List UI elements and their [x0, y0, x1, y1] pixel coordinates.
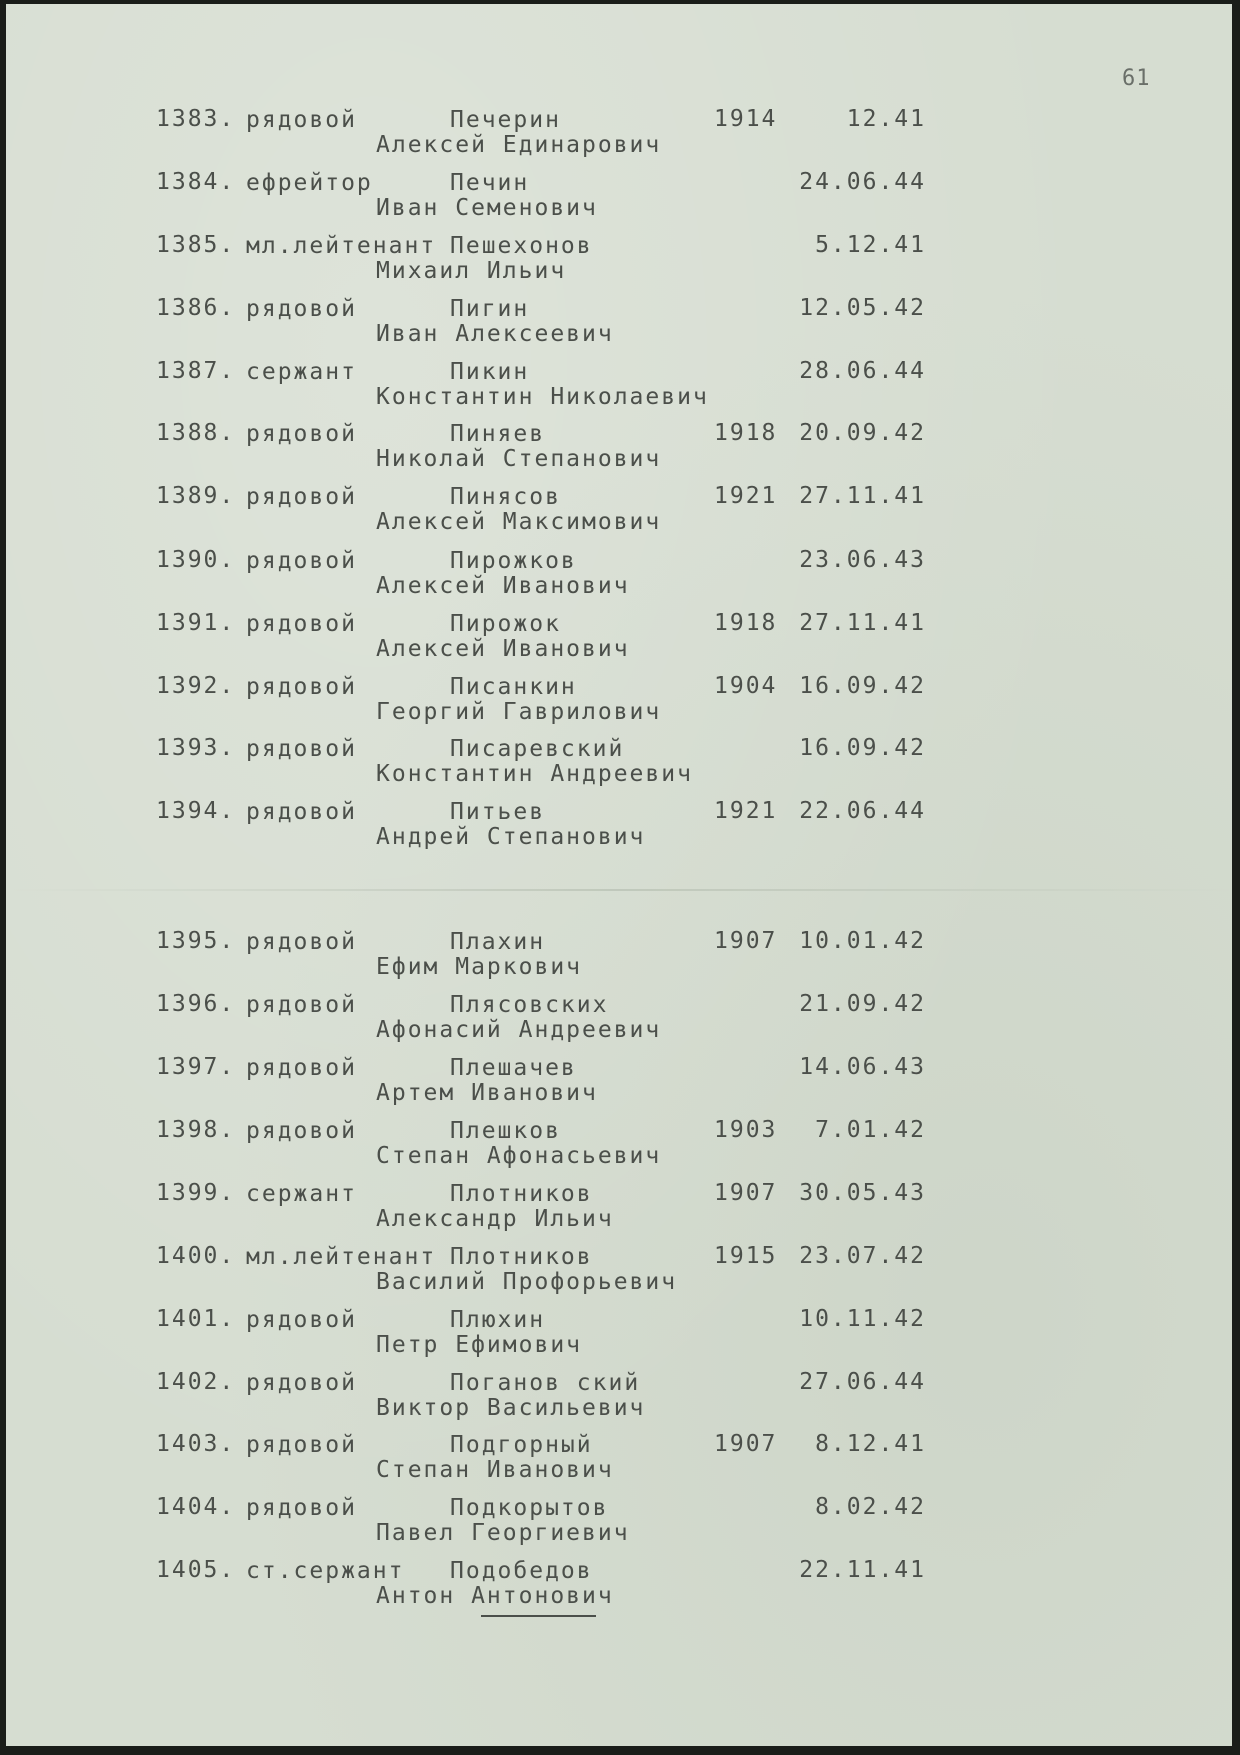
entry-surname: Подобедов	[450, 1558, 593, 1584]
entry-number: 1396.	[156, 991, 236, 1017]
entry-number: 1397.	[156, 1054, 236, 1080]
entry-given-names: Константин Николаевич	[376, 384, 709, 410]
entry-birth-year: 1904	[714, 673, 778, 699]
entry-surname: Пиняев	[450, 421, 546, 447]
entry-number: 1395.	[156, 928, 236, 954]
entry-rank: рядовой	[246, 1370, 357, 1396]
entry-surname: Плотников	[450, 1244, 593, 1270]
entry-date: 28.06.44	[799, 358, 926, 384]
entry-birth-year: 1903	[714, 1117, 778, 1143]
entry-given-names: Виктор Васильевич	[376, 1395, 646, 1421]
entry-given-names: Николай Степанович	[376, 446, 662, 472]
entry-row	[6, 1306, 1232, 1366]
entry-given-names: Алексей Единарович	[376, 132, 662, 158]
entry-number: 1390.	[156, 547, 236, 573]
entry-surname: Писаревский	[450, 736, 625, 762]
entry-number: 1394.	[156, 798, 236, 824]
entry-date: 23.07.42	[799, 1243, 926, 1269]
entry-rank: рядовой	[246, 1055, 357, 1081]
entry-given-names: Андрей Степанович	[376, 824, 646, 850]
closing-underline	[481, 1615, 596, 1617]
entry-row	[6, 1180, 1232, 1240]
entry-date: 14.06.43	[799, 1054, 926, 1080]
entry-date: 20.09.42	[799, 420, 926, 446]
entry-rank: рядовой	[246, 929, 357, 955]
entry-number: 1393.	[156, 735, 236, 761]
entry-rank: рядовой	[246, 736, 357, 762]
entry-row	[6, 106, 1232, 166]
entry-birth-year: 1921	[714, 798, 778, 824]
entry-given-names: Артем Иванович	[376, 1080, 598, 1106]
entry-surname: Пинясов	[450, 484, 561, 510]
entry-surname: Плахин	[450, 929, 546, 955]
entry-birth-year: 1914	[714, 106, 778, 132]
entry-row	[6, 1494, 1232, 1554]
entry-row	[6, 1243, 1232, 1303]
entry-surname: Печин	[450, 170, 530, 196]
entry-surname: Писанкин	[450, 674, 577, 700]
entry-given-names: Алексей Иванович	[376, 636, 630, 662]
entry-date: 5.12.41	[815, 232, 926, 258]
entry-date: 12.05.42	[799, 295, 926, 321]
entry-surname: Плясовских	[450, 992, 609, 1018]
entry-birth-year: 1907	[714, 928, 778, 954]
entry-row	[6, 735, 1232, 795]
entry-surname: Плотников	[450, 1181, 593, 1207]
entry-given-names: Иван Алексеевич	[376, 321, 614, 347]
entry-number: 1403.	[156, 1431, 236, 1457]
entry-number: 1404.	[156, 1494, 236, 1520]
entry-rank: рядовой	[246, 484, 357, 510]
entry-number: 1391.	[156, 610, 236, 636]
entry-rank: рядовой	[246, 611, 357, 637]
entry-rank: рядовой	[246, 296, 357, 322]
entry-given-names: Александр Ильич	[376, 1206, 614, 1232]
page-number: 61	[1122, 66, 1151, 91]
entry-rank: мл.лейтенант	[246, 233, 437, 259]
entry-date: 27.06.44	[799, 1369, 926, 1395]
document-page	[6, 4, 1232, 1746]
entry-given-names: Василий Профорьевич	[376, 1269, 678, 1295]
entry-surname: Плешков	[450, 1118, 561, 1144]
entry-date: 7.01.42	[815, 1117, 926, 1143]
entry-given-names: Алексей Иванович	[376, 573, 630, 599]
entry-row	[6, 991, 1232, 1051]
entry-birth-year: 1921	[714, 483, 778, 509]
entry-surname: Пирожков	[450, 548, 577, 574]
entry-surname: Плешачев	[450, 1055, 577, 1081]
entry-date: 22.06.44	[799, 798, 926, 824]
entry-surname: Плюхин	[450, 1307, 546, 1333]
entry-given-names: Антон Антонович	[376, 1583, 614, 1609]
entry-number: 1402.	[156, 1369, 236, 1395]
entry-surname: Пирожок	[450, 611, 561, 637]
entry-surname: Пикин	[450, 359, 530, 385]
entry-given-names: Степан Иванович	[376, 1457, 614, 1483]
entry-given-names: Иван Семенович	[376, 195, 598, 221]
entry-date: 27.11.41	[799, 610, 926, 636]
entry-rank: рядовой	[246, 1495, 357, 1521]
entry-rank: рядовой	[246, 674, 357, 700]
entry-number: 1399.	[156, 1180, 236, 1206]
entry-date: 23.06.43	[799, 547, 926, 573]
entry-row	[6, 673, 1232, 733]
entry-given-names: Михаил Ильич	[376, 258, 567, 284]
entry-surname: Поганов ский	[450, 1370, 641, 1396]
entry-row	[6, 547, 1232, 607]
entry-rank: сержант	[246, 359, 357, 385]
entry-given-names: Константин Андреевич	[376, 761, 693, 787]
entry-row	[6, 169, 1232, 229]
entry-surname: Пигин	[450, 296, 530, 322]
entry-row	[6, 420, 1232, 480]
entry-date: 16.09.42	[799, 735, 926, 761]
entry-date: 10.01.42	[799, 928, 926, 954]
entry-given-names: Петр Ефимович	[376, 1332, 583, 1358]
entry-date: 8.12.41	[815, 1431, 926, 1457]
entry-row	[6, 798, 1232, 858]
entry-rank: рядовой	[246, 992, 357, 1018]
entry-row	[6, 610, 1232, 670]
entry-number: 1384.	[156, 169, 236, 195]
entry-birth-year: 1907	[714, 1180, 778, 1206]
entry-row	[6, 358, 1232, 418]
entry-number: 1392.	[156, 673, 236, 699]
entry-rank: ефрейтор	[246, 170, 373, 196]
entry-rank: сержант	[246, 1181, 357, 1207]
entry-row	[6, 928, 1232, 988]
entry-number: 1387.	[156, 358, 236, 384]
entry-given-names: Георгий Гаврилович	[376, 699, 662, 725]
entry-rank: рядовой	[246, 1118, 357, 1144]
entry-row	[6, 1117, 1232, 1177]
entry-given-names: Павел Георгиевич	[376, 1520, 630, 1546]
entry-surname: Питьев	[450, 799, 546, 825]
entry-row	[6, 232, 1232, 292]
entry-number: 1388.	[156, 420, 236, 446]
entry-given-names: Ефим Маркович	[376, 954, 583, 980]
entry-row	[6, 483, 1232, 543]
entry-rank: ст.сержант	[246, 1558, 405, 1584]
entry-date: 10.11.42	[799, 1306, 926, 1332]
entry-rank: рядовой	[246, 548, 357, 574]
entry-birth-year: 1918	[714, 610, 778, 636]
entry-date: 16.09.42	[799, 673, 926, 699]
entry-given-names: Афонасий Андреевич	[376, 1017, 662, 1043]
entry-birth-year: 1915	[714, 1243, 778, 1269]
entry-number: 1386.	[156, 295, 236, 321]
entry-row	[6, 295, 1232, 355]
entry-number: 1383.	[156, 106, 236, 132]
entry-surname: Подгорный	[450, 1432, 593, 1458]
entry-rank: рядовой	[246, 799, 357, 825]
entry-given-names: Алексей Максимович	[376, 509, 662, 535]
entry-number: 1401.	[156, 1306, 236, 1332]
entry-date: 21.09.42	[799, 991, 926, 1017]
entry-date: 12.41	[846, 106, 926, 132]
entry-rank: мл.лейтенант	[246, 1244, 437, 1270]
entry-birth-year: 1918	[714, 420, 778, 446]
entry-row	[6, 1557, 1232, 1617]
entry-birth-year: 1907	[714, 1431, 778, 1457]
entry-rank: рядовой	[246, 1432, 357, 1458]
entry-surname: Пешехонов	[450, 233, 593, 259]
entry-date: 24.06.44	[799, 169, 926, 195]
paper-fold-line	[6, 889, 1232, 891]
entry-date: 30.05.43	[799, 1180, 926, 1206]
entry-given-names: Степан Афонасьевич	[376, 1143, 662, 1169]
entry-surname: Печерин	[450, 107, 561, 133]
entry-number: 1389.	[156, 483, 236, 509]
entry-number: 1398.	[156, 1117, 236, 1143]
entry-rank: рядовой	[246, 107, 357, 133]
entry-date: 8.02.42	[815, 1494, 926, 1520]
entry-number: 1405.	[156, 1557, 236, 1583]
entry-row	[6, 1369, 1232, 1429]
entry-row	[6, 1054, 1232, 1114]
entry-rank: рядовой	[246, 421, 357, 447]
entry-date: 27.11.41	[799, 483, 926, 509]
entry-row	[6, 1431, 1232, 1491]
entry-date: 22.11.41	[799, 1557, 926, 1583]
entry-surname: Подкорытов	[450, 1495, 609, 1521]
entry-rank: рядовой	[246, 1307, 357, 1333]
entry-number: 1385.	[156, 232, 236, 258]
entry-number: 1400.	[156, 1243, 236, 1269]
